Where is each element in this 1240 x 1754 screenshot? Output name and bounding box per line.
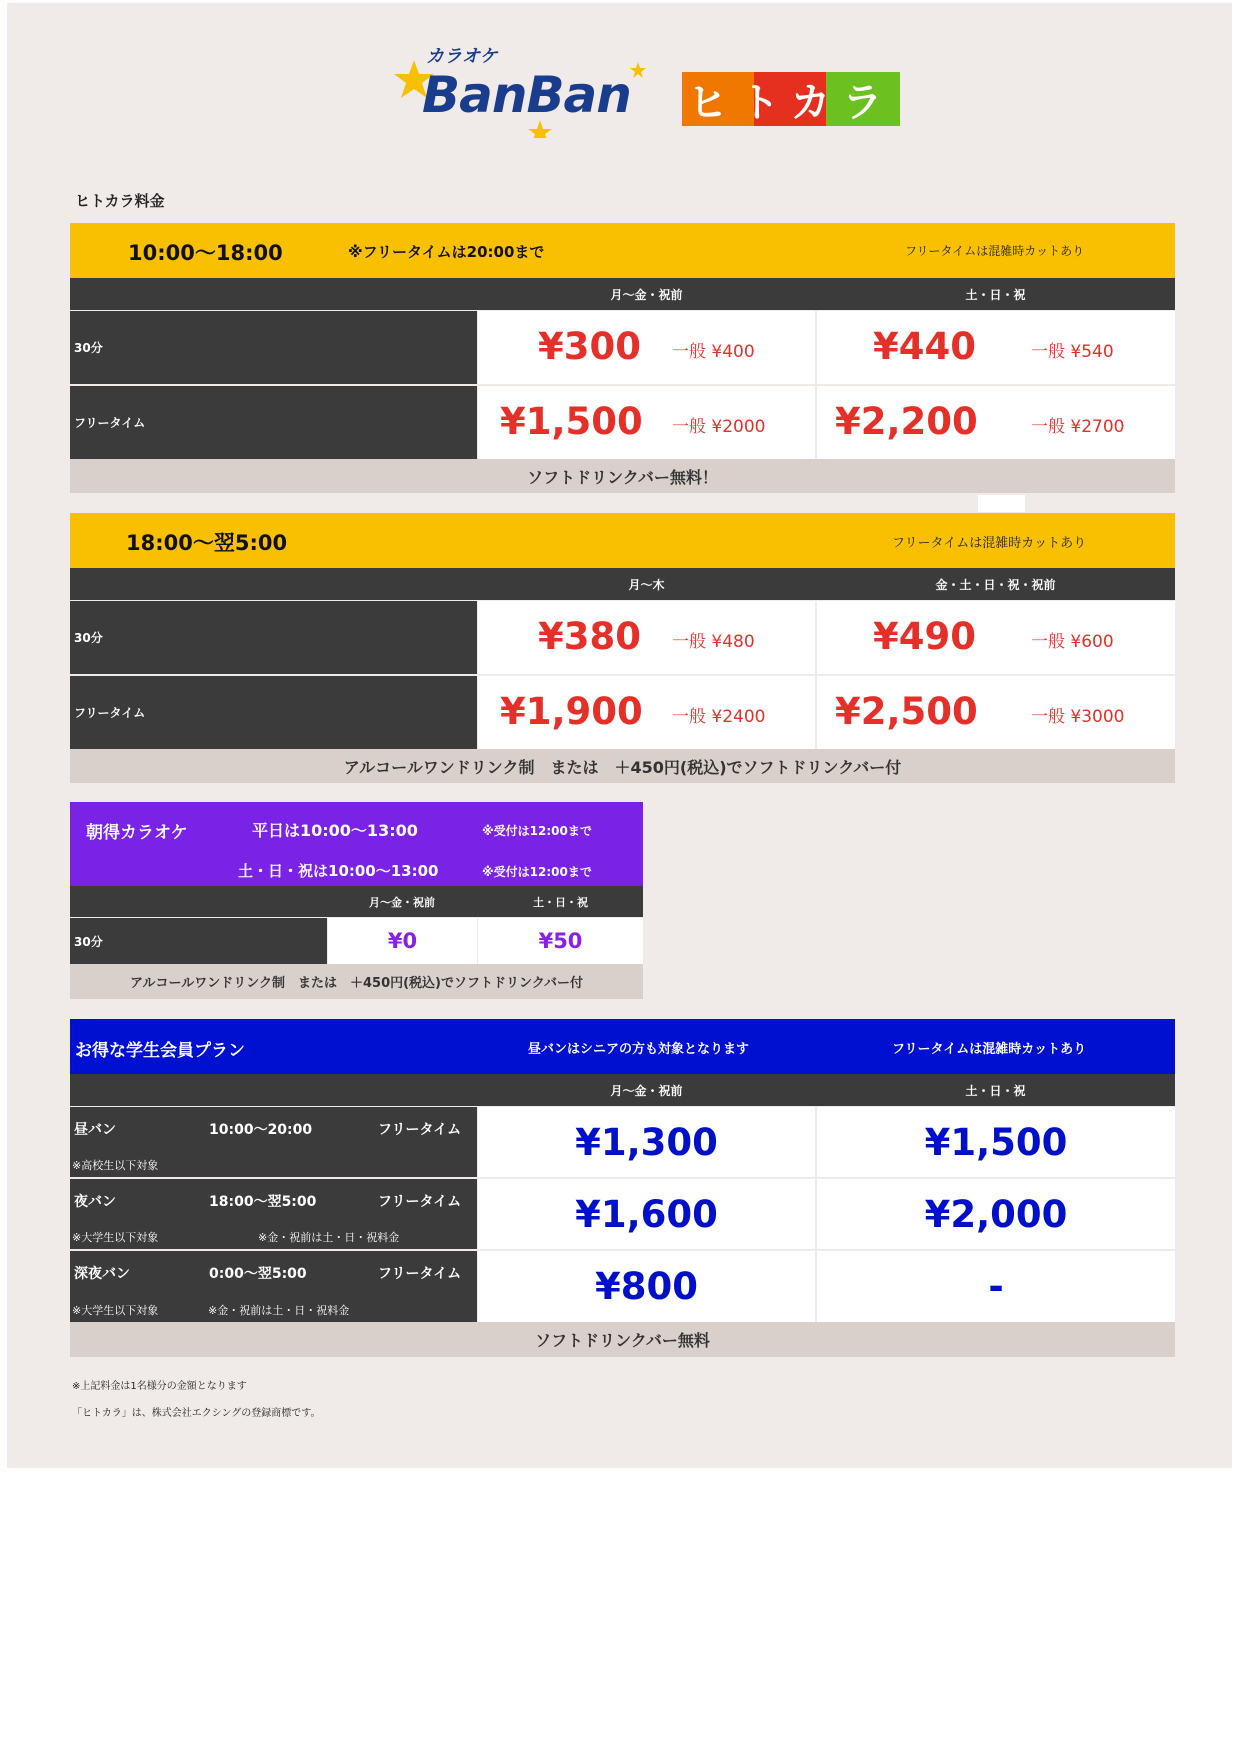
section3-weekend-note: ※受付は12:00まで xyxy=(482,865,592,879)
section1-footer: ソフトドリンクバー無料！ xyxy=(70,459,1175,493)
plan-type: フリータイム xyxy=(378,1266,462,1282)
section3-col-header xyxy=(70,886,643,917)
section2-col2: 金・土・日・祝・祝前 xyxy=(935,577,1056,592)
section4-footer: ソフトドリンクバー無料 xyxy=(70,1322,1175,1357)
section1-cell xyxy=(478,386,815,459)
section4-cell xyxy=(817,1251,1175,1322)
general-price: 一般 ¥3000 xyxy=(1031,707,1125,727)
section4-cell xyxy=(817,1179,1175,1249)
section4-row-label xyxy=(70,1107,477,1177)
section4-col2: 土・日・祝 xyxy=(965,1083,1026,1098)
section2-cell xyxy=(478,601,815,674)
section1-row-label: フリータイム xyxy=(70,386,477,459)
section2-row-label: フリータイム xyxy=(70,676,477,749)
price: ¥1,600 xyxy=(575,1192,718,1236)
section3-weekday-note: ※受付は12:00まで xyxy=(482,824,592,838)
section2-time: 18:00～翌5:00 xyxy=(126,531,288,555)
section3-title: 朝得カラオケ xyxy=(86,823,188,843)
note-line-1: ※上記料金は1名様分の金額となります xyxy=(72,1381,247,1392)
banban-logo-subtitle: カラオケ xyxy=(426,46,498,67)
general-price: 一般 ¥400 xyxy=(672,342,755,362)
price: ¥300 xyxy=(538,325,641,368)
section2-col1: 月～木 xyxy=(628,577,665,592)
plan-target: ※高校生以下対象 xyxy=(72,1159,159,1172)
section1-col1: 月～金・祝前 xyxy=(610,287,683,302)
section4-title: お得な学生会員プラン xyxy=(75,1041,245,1061)
section1-cell xyxy=(817,311,1175,384)
plan-name: 昼バン xyxy=(74,1122,116,1138)
section2-header xyxy=(70,513,1175,568)
price: ¥800 xyxy=(595,1265,698,1308)
section1-cell xyxy=(817,386,1175,459)
hitokara-logo: ヒトカラ xyxy=(682,72,900,126)
price: ¥1,500 xyxy=(500,400,643,443)
page-title: ヒトカラ料金 xyxy=(75,192,165,210)
section4-col-header xyxy=(70,1074,1175,1106)
price: ¥1,300 xyxy=(575,1120,718,1164)
banban-logo-wordmark: BanBan xyxy=(422,66,631,124)
general-price: 一般 ¥540 xyxy=(1031,342,1114,362)
plan-time: 10:00～20:00 xyxy=(209,1122,313,1138)
plan-extra: ※金・祝前は土・日・祝料金 xyxy=(208,1304,350,1317)
general-price: 一般 ¥600 xyxy=(1031,632,1114,652)
plan-name: 夜バン xyxy=(74,1194,116,1210)
price: ¥490 xyxy=(873,615,976,658)
section2-col-header xyxy=(70,568,1175,600)
section4-cell xyxy=(478,1179,815,1249)
general-price: 一般 ¥2400 xyxy=(672,707,766,727)
section2-cell xyxy=(817,676,1175,749)
section2-cut-note: フリータイムは混雑時カットあり xyxy=(892,536,1087,551)
plan-name: 深夜バン xyxy=(74,1266,130,1282)
plan-target: ※大学生以下対象 xyxy=(72,1231,159,1244)
section2-cell xyxy=(817,601,1175,674)
section1-row-label: 30分 xyxy=(70,311,477,384)
price: ¥1,900 xyxy=(500,690,643,733)
section4-cell xyxy=(478,1251,815,1322)
section3-row-label: 30分 xyxy=(70,918,327,964)
section1-header xyxy=(70,223,1175,278)
section4-cut-note: フリータイムは混雑時カットあり xyxy=(892,1042,1087,1057)
section2-footer: アルコールワンドリンク制 または ＋450円(税込)でソフトドリンクバー付 xyxy=(70,749,1175,783)
section3-col1: 月～金・祝前 xyxy=(369,895,435,909)
section3-header xyxy=(70,802,643,886)
general-price: 一般 ¥480 xyxy=(672,632,755,652)
section2-row-label: 30分 xyxy=(70,601,477,674)
section1-time: 10:00～18:00 xyxy=(128,241,283,265)
section1-cell xyxy=(478,311,815,384)
price: ¥50 xyxy=(538,929,583,953)
section1-cut-note: フリータイムは混雑時カットあり xyxy=(905,244,1085,258)
plan-extra: ※金・祝前は土・日・祝料金 xyxy=(258,1231,400,1244)
banban-logo xyxy=(390,38,650,138)
note-line-2: 「ヒトカラ」は、株式会社エクシングの登録商標です。 xyxy=(72,1408,321,1419)
price: ¥440 xyxy=(873,325,976,368)
general-price: 一般 ¥2000 xyxy=(672,417,766,437)
plan-time: 0:00～翌5:00 xyxy=(209,1266,307,1282)
section4-senior-note: 昼バンはシニアの方も対象となります xyxy=(528,1042,750,1057)
section4-row-label xyxy=(70,1179,477,1249)
general-price: 一般 ¥2700 xyxy=(1031,417,1125,437)
price: ¥1,500 xyxy=(924,1120,1068,1164)
price: ¥2,500 xyxy=(835,690,978,733)
plan-time: 18:00～翌5:00 xyxy=(209,1194,317,1210)
price: ¥2,200 xyxy=(835,400,978,443)
price: - xyxy=(988,1265,1004,1308)
plan-type: フリータイム xyxy=(378,1122,462,1138)
section3-cell xyxy=(478,918,643,964)
section2-cell xyxy=(478,676,815,749)
section3-col2: 土・日・祝 xyxy=(533,895,588,909)
section3-weekend: 土・日・祝は10:00～13:00 xyxy=(238,862,439,880)
section3-weekday: 平日は10:00～13:00 xyxy=(252,821,418,840)
section4-cell xyxy=(478,1107,815,1177)
section1-note: ※フリータイムは20:00まで xyxy=(348,243,545,261)
section4-row-label xyxy=(70,1251,477,1322)
section4-cell xyxy=(817,1107,1175,1177)
plan-type: フリータイム xyxy=(378,1194,462,1210)
plan-target: ※大学生以下対象 xyxy=(72,1304,159,1317)
divider-block xyxy=(978,495,1025,512)
section1-col2: 土・日・祝 xyxy=(965,287,1026,302)
section3-cell xyxy=(328,918,477,964)
section4-col1: 月～金・祝前 xyxy=(610,1083,683,1098)
section1-col-header xyxy=(70,278,1175,310)
price: ¥2,000 xyxy=(924,1192,1068,1236)
section4-header xyxy=(70,1019,1175,1074)
price: ¥380 xyxy=(538,615,641,658)
price: ¥0 xyxy=(387,929,418,953)
section3-footer: アルコールワンドリンク制 または ＋450円(税込)でソフトドリンクバー付 xyxy=(70,964,643,999)
